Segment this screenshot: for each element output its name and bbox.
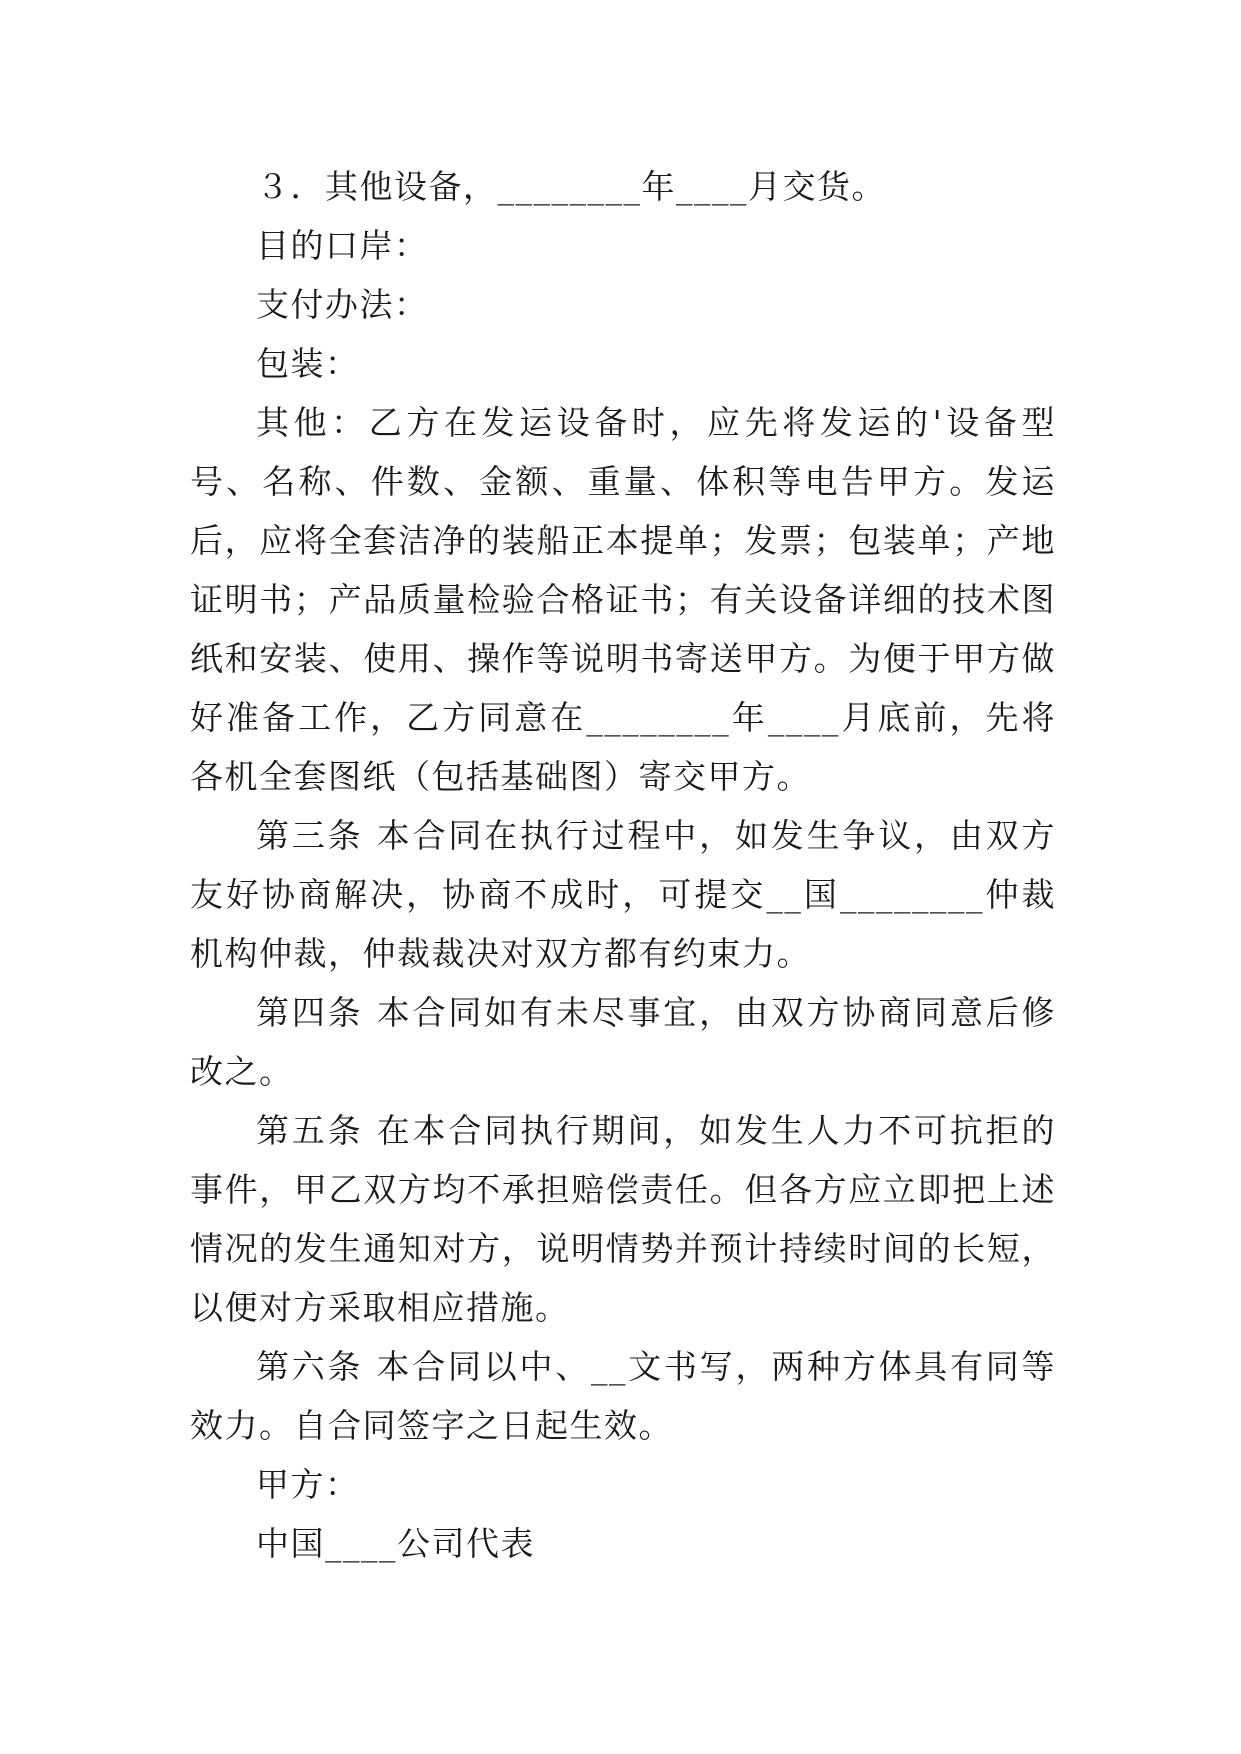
paragraph-payment-method: 支付办法： bbox=[256, 285, 429, 324]
contract-body bbox=[190, 157, 1056, 1573]
paragraph-article-5: 第五条 在本合同执行期间，如发生人力不可抗拒的事件，甲乙双方均不承担赔偿责任。但各方应立即把上述情况的发生通知对方，说明情势并预计持续时间的长短，以便对方采取相应措施。 bbox=[190, 1111, 1056, 1327]
paragraph-packaging: 包装： bbox=[256, 344, 360, 383]
paragraph-party-a: 甲方： bbox=[256, 1465, 360, 1504]
paragraph-delivery-other-equipment: ３．其他设备，________年____月交货。 bbox=[256, 167, 886, 206]
paragraph-article-4: 第四条 本合同如有未尽事宜，由双方协商同意后修改之。 bbox=[190, 993, 1056, 1091]
paragraph-article-3: 第三条 本合同在执行过程中，如发生争议，由双方友好协商解决，协商不成时，可提交__国________仲裁机构仲裁，仲裁裁决对双方都有约束力。 bbox=[190, 816, 1056, 973]
paragraph-article-6: 第六条 本合同以中、__文书写，两种方体具有同等效力。自合同签字之日起生效。 bbox=[190, 1347, 1056, 1445]
paragraph-other-terms: 其他：乙方在发运设备时，应先将发运的'设备型号、名称、件数、金额、重量、体积等电告甲方。发运后，应将全套洁净的装船正本提单；发票；包装单；产地证明书；产品质量检验合格证书；有关设备详细的技术图纸和安装、使用、操作等说明书寄送甲方。为便于甲方做好准备工作，乙方同意在________年____月底前，先将各机全套图纸（包括基础图）寄交甲方。 bbox=[190, 403, 1056, 796]
paragraph-destination-port: 目的口岸： bbox=[256, 226, 429, 265]
paragraph-company-representative: 中国____公司代表 bbox=[256, 1524, 535, 1563]
